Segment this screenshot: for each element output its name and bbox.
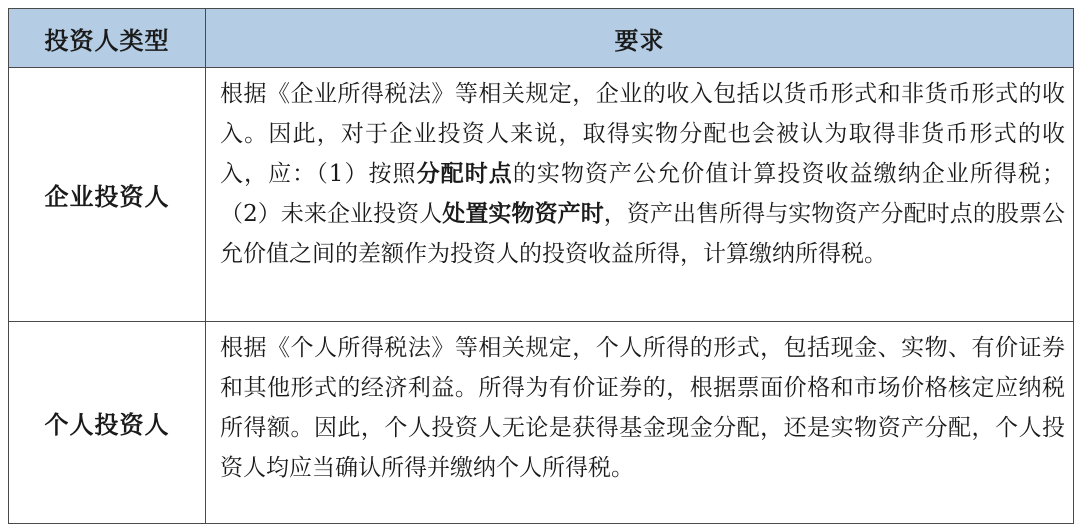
- emphasis-disposal-time: 处置实物资产时: [442, 201, 604, 227]
- requirement-text: 根据《企业所得税法》等相关规定，企业的收入包括以货币形式和非货币形式的收入。因此，对于企业投资人来说，取得实物分配也会被认为取得非货币形式的收入，应：（1）按照: [220, 81, 1065, 187]
- row-requirement-individual: 根据《个人所得税法》等相关规定，个人所得的形式，包括现金、实物、有价证券和其他形式的经济利益。所得为有价证券的，根据票面价格和市场价格核定应纳税所得额。因此，个人投资人无论是获得基金现金分配，还是实物资产分配，个人投资人均应当确认所得并缴纳个人所得税。: [220, 335, 1065, 481]
- row-type-enterprise: 企业投资人: [9, 68, 206, 322]
- row-requirement-enterprise: [206, 68, 1073, 322]
- header-investor-type: 投资人类型: [9, 9, 206, 68]
- requirement-text: 的实物资产公允价值计算投资收益缴纳企业所得税；（2）未来企业投资人: [220, 161, 1066, 227]
- investor-requirements-table: [8, 8, 1074, 524]
- requirement-text: ，资产出售所得与实物资产分配时点的股票公允价值之间的差额作为投资人的投资收益所得，计算缴纳所得税。: [220, 201, 1066, 267]
- row-type-individual: 个人投资人: [9, 322, 206, 523]
- header-requirement: 要求: [206, 9, 1073, 68]
- emphasis-distribution-time: 分配时点: [416, 161, 513, 187]
